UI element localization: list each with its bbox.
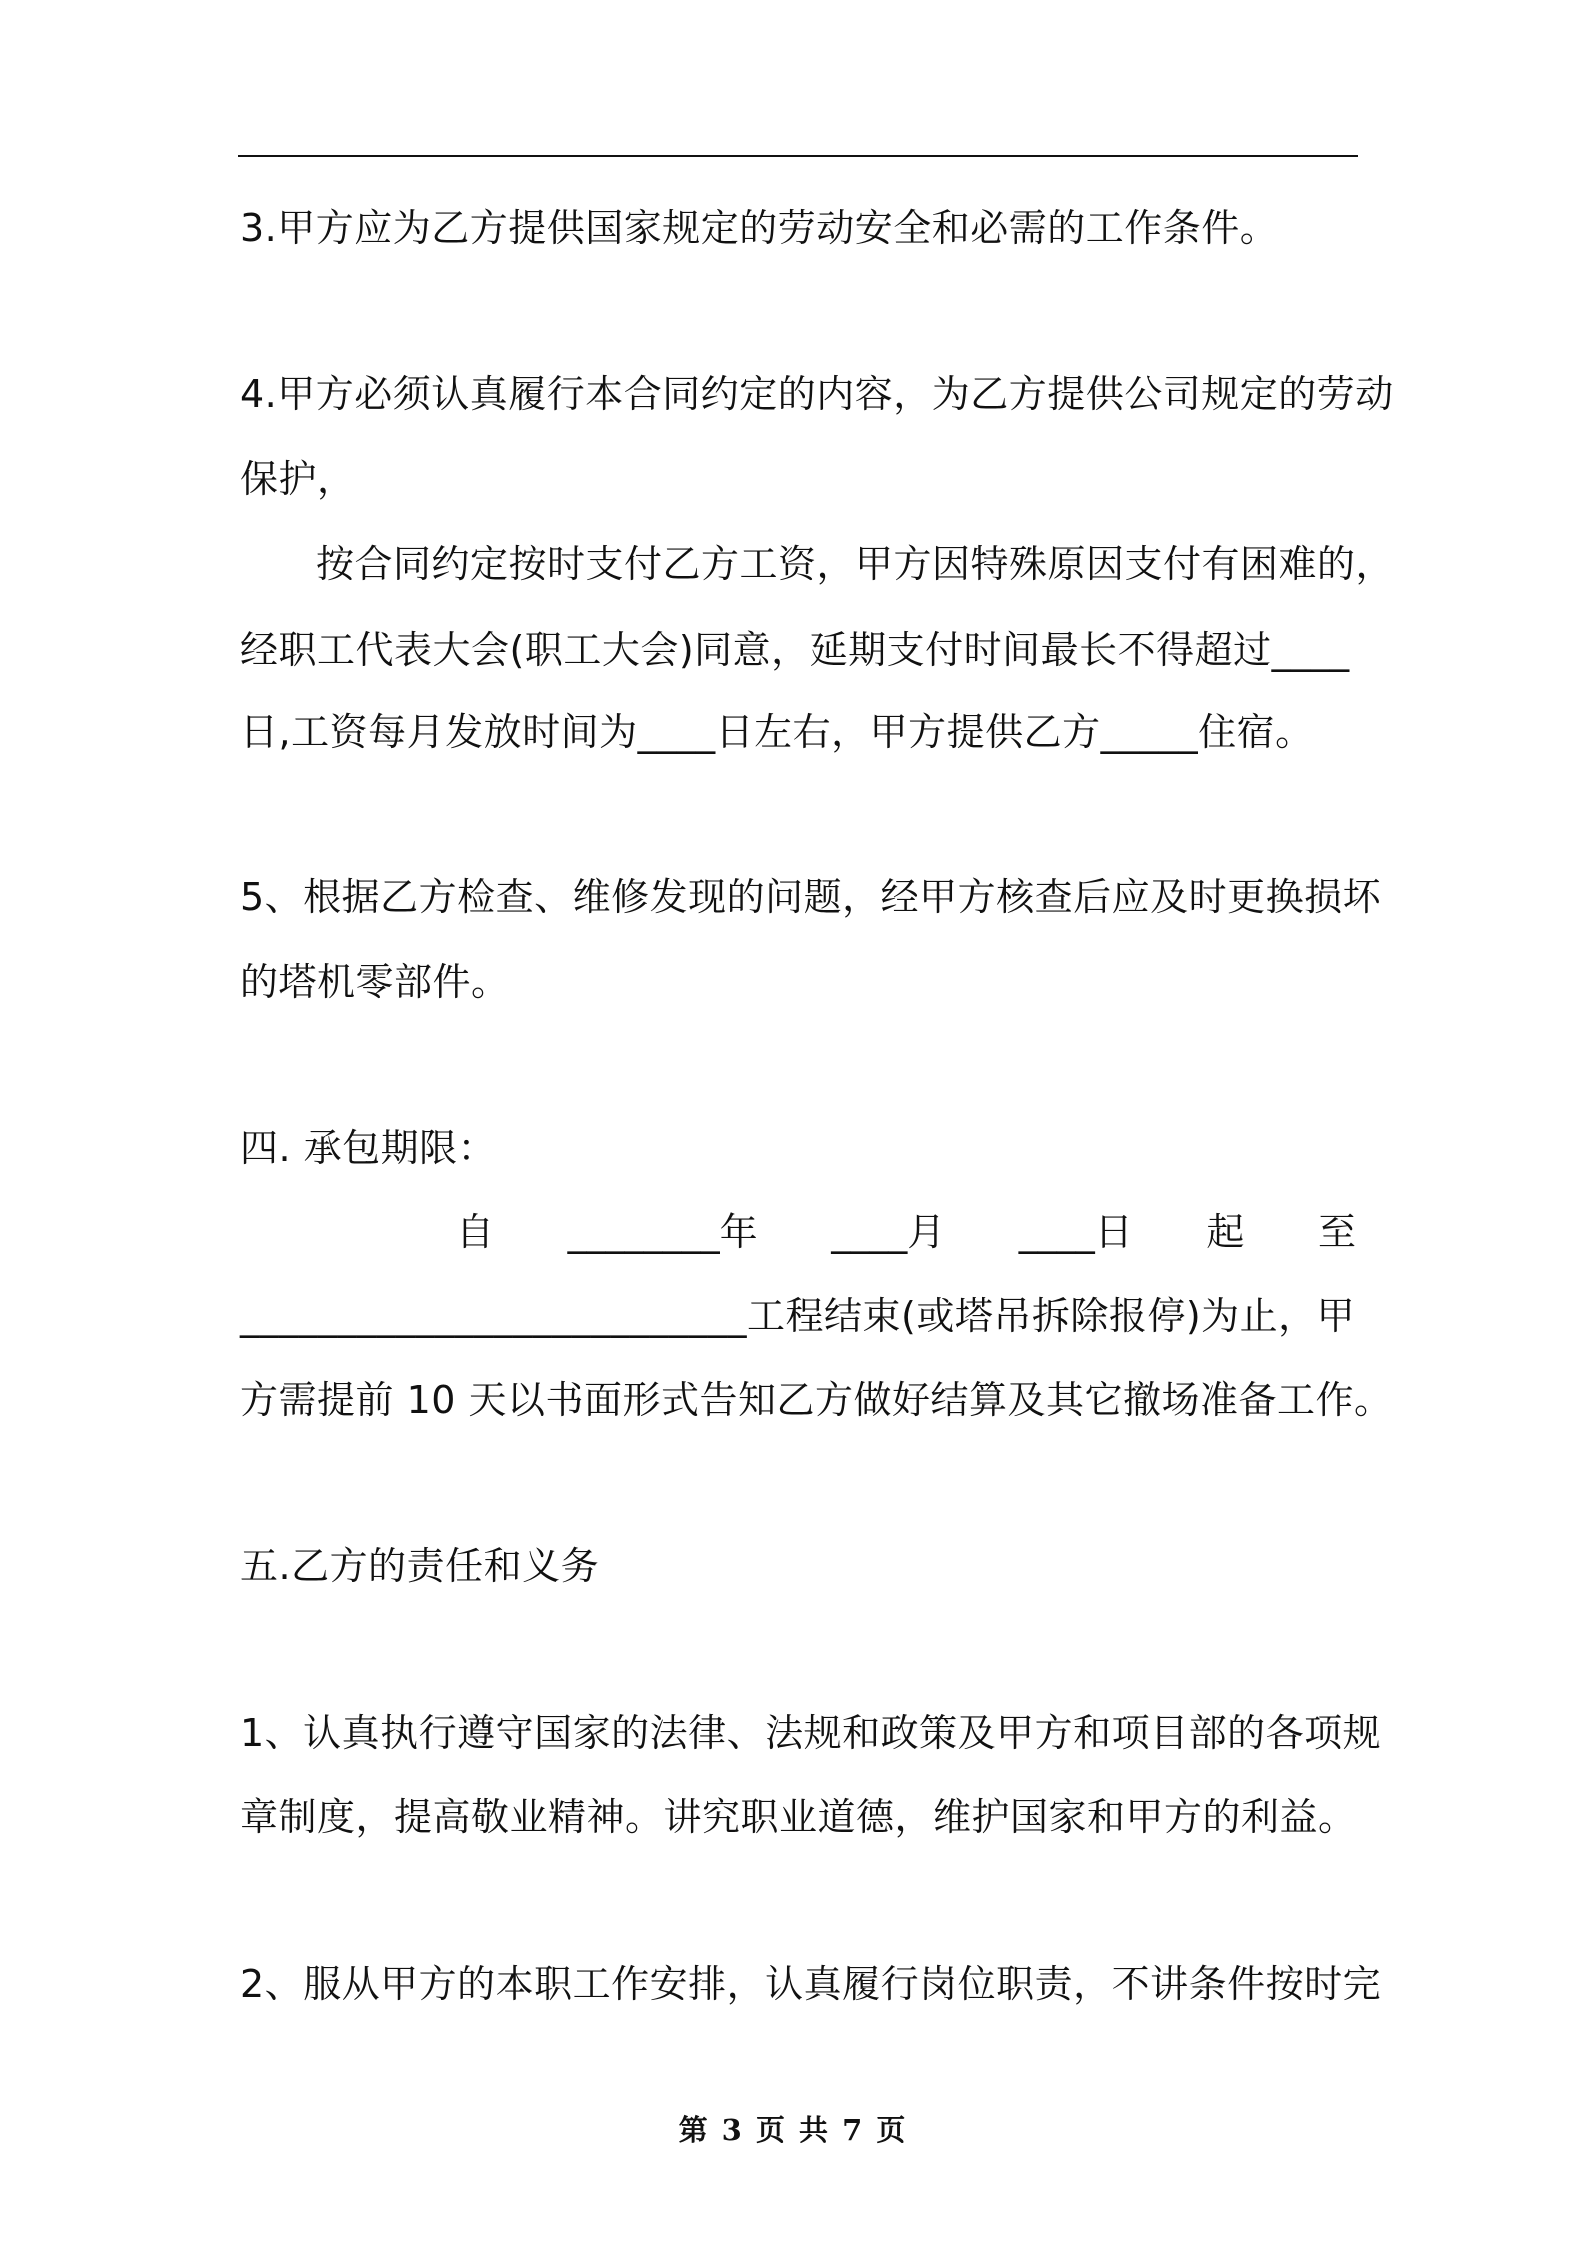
- term-year-blank: ________年: [567, 1210, 758, 1254]
- clause-3-line: 3.甲方应为乙方提供国家规定的劳动安全和必需的工作条件。: [240, 206, 1279, 250]
- term-to: 至: [1317, 1210, 1356, 1254]
- duty-2-line-1: 2、服从甲方的本职工作安排，认真履行岗位职责，不讲条件按时完: [240, 1962, 1382, 2006]
- term-month-blank: ____月: [831, 1210, 946, 1254]
- term-notice-line: 方需提前 10 天以书面形式告知乙方做好结算及其它撤场准备工作。: [240, 1378, 1393, 1422]
- term-start: 起: [1206, 1210, 1245, 1254]
- term-day-blank: ____日: [1018, 1210, 1133, 1254]
- clause-4-line-1: 4.甲方必须认真履行本合同约定的内容，为乙方提供公司规定的劳动: [240, 372, 1394, 416]
- clause-4-line-3: 按合同约定按时支付乙方工资，甲方因特殊原因支付有困难的，: [316, 542, 1395, 586]
- duty-1-line-2: 章制度，提高敬业精神。讲究职业道德，维护国家和甲方的利益。: [240, 1795, 1357, 1839]
- duty-1-line-1: 1、认真执行遵守国家的法律、法规和政策及甲方和项目部的各项规: [240, 1711, 1382, 1755]
- section-5-heading: 五.乙方的责任和义务: [240, 1544, 600, 1588]
- header-rule: [238, 155, 1358, 157]
- term-from: 自: [456, 1210, 495, 1254]
- term-date-line: [456, 1208, 1356, 1256]
- term-end-line: __________________________工程结束(或塔吊拆除报停)为止，甲: [240, 1294, 1356, 1338]
- section-4-heading: 四. 承包期限：: [240, 1126, 497, 1170]
- page-number-footer: 第 3 页 共 7 页: [678, 2113, 908, 2147]
- clause-5-line-2: 的塔机零部件。: [240, 960, 510, 1004]
- clause-5-line-1: 5、根据乙方检查、维修发现的问题，经甲方核查后应及时更换损坏: [240, 875, 1382, 919]
- clause-4-line-2: 保护，: [240, 457, 356, 501]
- clause-4-line-5: 日,工资每月发放时间为____日左右，甲方提供乙方_____住宿。: [240, 710, 1314, 754]
- clause-4-line-4: 经职工代表大会(职工大会)同意，延期支付时间最长不得超过____: [240, 628, 1350, 672]
